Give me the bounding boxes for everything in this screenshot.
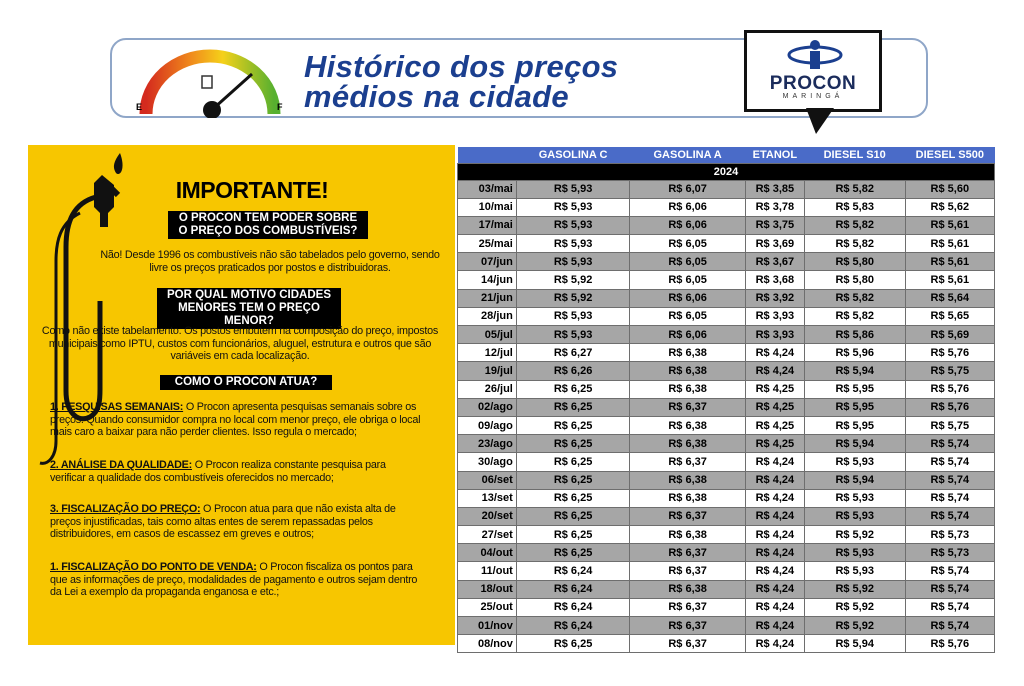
date-cell: 21/jun: [458, 289, 517, 307]
diesel-s500-cell: R$ 5,76: [905, 380, 994, 398]
table-row: [458, 562, 995, 580]
table-row: [458, 617, 995, 635]
etanol-cell: R$ 4,24: [745, 580, 804, 598]
etanol-cell: R$ 4,24: [745, 617, 804, 635]
table-row: [458, 526, 995, 544]
gasolina-a-cell: R$ 6,38: [630, 489, 746, 507]
date-cell: 27/set: [458, 526, 517, 544]
svg-text:F: F: [277, 102, 283, 112]
gasolina-c-cell: R$ 6,25: [516, 489, 629, 507]
diesel-s10-cell: R$ 5,92: [804, 580, 905, 598]
action-item-text: O Procon atua para que não exista alta de preços injustificadas, tais como altas entes de serem repassadas pelos distribuidores, em casos de escassez em greves e outros;: [50, 503, 396, 540]
table-row: [458, 453, 995, 471]
diesel-s500-cell: R$ 5,61: [905, 216, 994, 234]
column-header-diesel-s10: DIESEL S10: [804, 147, 905, 163]
gasolina-c-cell: R$ 6,25: [516, 416, 629, 434]
diesel-s500-cell: R$ 5,75: [905, 362, 994, 380]
diesel-s500-cell: R$ 5,61: [905, 235, 994, 253]
table-row: [458, 235, 995, 253]
diesel-s500-cell: R$ 5,64: [905, 289, 994, 307]
action-item: [50, 459, 422, 484]
date-cell: 25/out: [458, 598, 517, 616]
gasolina-a-cell: R$ 6,37: [630, 562, 746, 580]
etanol-cell: R$ 4,24: [745, 526, 804, 544]
table-row: [458, 307, 995, 325]
gasolina-a-cell: R$ 6,38: [630, 526, 746, 544]
gasolina-a-cell: R$ 6,38: [630, 435, 746, 453]
table-row: [458, 635, 995, 653]
gasolina-a-cell: R$ 6,38: [630, 580, 746, 598]
etanol-cell: R$ 4,24: [745, 562, 804, 580]
diesel-s500-cell: R$ 5,74: [905, 489, 994, 507]
action-item: [50, 401, 422, 439]
diesel-s500-cell: R$ 5,60: [905, 180, 994, 198]
gasolina-c-cell: R$ 6,25: [516, 544, 629, 562]
diesel-s500-cell: R$ 5,61: [905, 253, 994, 271]
table-row: [458, 380, 995, 398]
diesel-s10-cell: R$ 5,80: [804, 253, 905, 271]
gasolina-c-cell: R$ 6,25: [516, 635, 629, 653]
gasolina-a-cell: R$ 6,38: [630, 344, 746, 362]
diesel-s10-cell: R$ 5,95: [804, 416, 905, 434]
year-label: 2024: [458, 163, 995, 180]
diesel-s10-cell: R$ 5,80: [804, 271, 905, 289]
date-cell: 05/jul: [458, 326, 517, 344]
action-item-title: 3. FISCALIZAÇÃO DO PREÇO:: [50, 503, 201, 515]
date-cell: 03/mai: [458, 180, 517, 198]
etanol-cell: R$ 3,78: [745, 198, 804, 216]
diesel-s10-cell: R$ 5,93: [804, 489, 905, 507]
etanol-cell: R$ 4,24: [745, 598, 804, 616]
logo-city-text: MARINGÁ: [782, 93, 844, 100]
year-row: [458, 163, 995, 180]
gasolina-c-cell: R$ 6,24: [516, 562, 629, 580]
etanol-cell: R$ 4,25: [745, 380, 804, 398]
procon-emblem-icon: [787, 37, 843, 73]
diesel-s500-cell: R$ 5,62: [905, 198, 994, 216]
date-cell: 30/ago: [458, 453, 517, 471]
gasolina-a-cell: R$ 6,37: [630, 635, 746, 653]
etanol-cell: R$ 3,75: [745, 216, 804, 234]
etanol-cell: R$ 4,24: [745, 489, 804, 507]
etanol-cell: R$ 4,24: [745, 453, 804, 471]
gasolina-c-cell: R$ 6,24: [516, 617, 629, 635]
date-cell: 02/ago: [458, 398, 517, 416]
date-cell: 17/mai: [458, 216, 517, 234]
diesel-s10-cell: R$ 5,94: [804, 471, 905, 489]
date-cell: 10/mai: [458, 198, 517, 216]
gasolina-a-cell: R$ 6,05: [630, 271, 746, 289]
answer-price-power: Não! Desde 1996 os combustíveis não são tabelados pelo governo, sendo livre os preços praticados por postos e distribuidoras.: [100, 249, 440, 274]
diesel-s10-cell: R$ 5,95: [804, 380, 905, 398]
title-line-2: médios na cidade: [304, 79, 569, 114]
gasolina-c-cell: R$ 6,25: [516, 471, 629, 489]
diesel-s10-cell: R$ 5,82: [804, 289, 905, 307]
action-item-text: O Procon fiscaliza os pontos para que as informações de preço, modalidades de pagamento e outros sejam dentro da Lei a exemplo da propaganda enganosa e etc.;: [50, 561, 418, 598]
etanol-cell: R$ 3,93: [745, 326, 804, 344]
gasolina-a-cell: R$ 6,37: [630, 598, 746, 616]
table-row: [458, 216, 995, 234]
gasolina-c-cell: R$ 6,27: [516, 344, 629, 362]
action-item: [50, 561, 422, 599]
diesel-s500-cell: R$ 5,74: [905, 617, 994, 635]
table-row: [458, 253, 995, 271]
gasolina-a-cell: R$ 6,37: [630, 398, 746, 416]
table-row: [458, 471, 995, 489]
date-cell: 12/jul: [458, 344, 517, 362]
diesel-s10-cell: R$ 5,86: [804, 326, 905, 344]
diesel-s500-cell: R$ 5,61: [905, 271, 994, 289]
table-row: [458, 344, 995, 362]
table-row: [458, 326, 995, 344]
column-header-gasolina-a: GASOLINA A: [630, 147, 746, 163]
action-item: [50, 503, 422, 541]
gasolina-a-cell: R$ 6,06: [630, 289, 746, 307]
diesel-s10-cell: R$ 5,92: [804, 598, 905, 616]
etanol-cell: R$ 3,67: [745, 253, 804, 271]
diesel-s10-cell: R$ 5,92: [804, 526, 905, 544]
gasolina-a-cell: R$ 6,38: [630, 380, 746, 398]
gasolina-a-cell: R$ 6,05: [630, 307, 746, 325]
diesel-s500-cell: R$ 5,74: [905, 453, 994, 471]
etanol-cell: R$ 4,25: [745, 416, 804, 434]
gasolina-c-cell: R$ 5,93: [516, 235, 629, 253]
diesel-s10-cell: R$ 5,94: [804, 362, 905, 380]
gasolina-a-cell: R$ 6,37: [630, 507, 746, 525]
date-cell: 19/jul: [458, 362, 517, 380]
gasolina-c-cell: R$ 6,24: [516, 580, 629, 598]
diesel-s500-cell: R$ 5,76: [905, 635, 994, 653]
diesel-s500-cell: R$ 5,76: [905, 344, 994, 362]
diesel-s10-cell: R$ 5,94: [804, 435, 905, 453]
date-cell: 11/out: [458, 562, 517, 580]
etanol-cell: R$ 3,93: [745, 307, 804, 325]
action-item-text: O Procon apresenta pesquisas semanais sobre os preços. Quando consumidor compra no local com menor preço, ele obriga o local mais caro a baixar para não perder clientes. Isso regula o mercado;: [50, 401, 421, 438]
gasolina-c-cell: R$ 6,26: [516, 362, 629, 380]
etanol-cell: R$ 4,24: [745, 362, 804, 380]
date-cell: 01/nov: [458, 617, 517, 635]
procon-logo: [744, 30, 882, 112]
diesel-s500-cell: R$ 5,74: [905, 598, 994, 616]
gasolina-a-cell: R$ 6,06: [630, 198, 746, 216]
diesel-s10-cell: R$ 5,93: [804, 507, 905, 525]
table-row: [458, 435, 995, 453]
gasolina-c-cell: R$ 5,93: [516, 180, 629, 198]
diesel-s500-cell: R$ 5,73: [905, 544, 994, 562]
diesel-s10-cell: R$ 5,96: [804, 344, 905, 362]
diesel-s10-cell: R$ 5,94: [804, 635, 905, 653]
action-item-title: 1. FISCALIZAÇÃO DO PONTO DE VENDA:: [50, 561, 257, 573]
table-row: [458, 598, 995, 616]
diesel-s500-cell: R$ 5,75: [905, 416, 994, 434]
table-row: [458, 398, 995, 416]
table-row: [458, 180, 995, 198]
diesel-s10-cell: R$ 5,83: [804, 198, 905, 216]
headline: IMPORTANTE!: [175, 177, 329, 203]
action-item-title: 1. PESQUISAS SEMANAIS:: [50, 401, 184, 413]
action-item-title: 2. ANÁLISE DA QUALIDADE:: [50, 459, 192, 471]
gasolina-c-cell: R$ 6,25: [516, 380, 629, 398]
gasolina-c-cell: R$ 6,25: [516, 526, 629, 544]
fuel-gauge-icon: [130, 48, 290, 118]
gasolina-c-cell: R$ 5,92: [516, 289, 629, 307]
etanol-cell: R$ 3,85: [745, 180, 804, 198]
info-panel: [28, 145, 455, 645]
gasolina-a-cell: R$ 6,37: [630, 544, 746, 562]
diesel-s500-cell: R$ 5,65: [905, 307, 994, 325]
gasolina-c-cell: R$ 6,25: [516, 453, 629, 471]
gasolina-c-cell: R$ 5,93: [516, 216, 629, 234]
date-cell: 14/jun: [458, 271, 517, 289]
column-header-date: [458, 147, 517, 163]
gasolina-c-cell: R$ 5,92: [516, 271, 629, 289]
etanol-cell: R$ 3,68: [745, 271, 804, 289]
diesel-s10-cell: R$ 5,95: [804, 398, 905, 416]
diesel-s10-cell: R$ 5,82: [804, 216, 905, 234]
gasolina-c-cell: R$ 5,93: [516, 326, 629, 344]
column-header-gasolina-c: GASOLINA C: [516, 147, 629, 163]
date-cell: 28/jun: [458, 307, 517, 325]
gasolina-a-cell: R$ 6,05: [630, 235, 746, 253]
diesel-s500-cell: R$ 5,76: [905, 398, 994, 416]
column-header-etanol: ETANOL: [745, 147, 804, 163]
etanol-cell: R$ 4,24: [745, 344, 804, 362]
date-cell: 25/mai: [458, 235, 517, 253]
gasolina-c-cell: R$ 6,25: [516, 435, 629, 453]
gasolina-c-cell: R$ 6,25: [516, 398, 629, 416]
gasolina-a-cell: R$ 6,05: [630, 253, 746, 271]
date-cell: 23/ago: [458, 435, 517, 453]
etanol-cell: R$ 3,92: [745, 289, 804, 307]
answer-smaller-cities: Como não existe tabelamento. Os postos embutem na composição do preço, impostos municipais como IPTU, custos com funcionários, aluguel, estrutura e outros que são variáveis em cada localização.: [41, 325, 439, 362]
diesel-s500-cell: R$ 5,74: [905, 435, 994, 453]
date-cell: 07/jun: [458, 253, 517, 271]
etanol-cell: R$ 4,24: [745, 635, 804, 653]
gasolina-a-cell: R$ 6,37: [630, 617, 746, 635]
etanol-cell: R$ 4,25: [745, 398, 804, 416]
date-cell: 08/nov: [458, 635, 517, 653]
question-price-power: O PROCON TEM PODER SOBRE O PREÇO DOS COMBUSTÍVEIS?: [168, 211, 368, 239]
table-row: [458, 507, 995, 525]
diesel-s10-cell: R$ 5,92: [804, 617, 905, 635]
etanol-cell: R$ 4,24: [745, 544, 804, 562]
column-header-diesel-s500: DIESEL S500: [905, 147, 994, 163]
diesel-s10-cell: R$ 5,93: [804, 453, 905, 471]
gasolina-c-cell: R$ 6,24: [516, 598, 629, 616]
speech-tail-icon: [800, 108, 840, 136]
diesel-s500-cell: R$ 5,73: [905, 526, 994, 544]
etanol-cell: R$ 3,69: [745, 235, 804, 253]
diesel-s10-cell: R$ 5,82: [804, 180, 905, 198]
etanol-cell: R$ 4,25: [745, 435, 804, 453]
diesel-s500-cell: R$ 5,74: [905, 580, 994, 598]
diesel-s10-cell: R$ 5,82: [804, 235, 905, 253]
gasolina-a-cell: R$ 6,38: [630, 416, 746, 434]
action-item-text: O Procon realiza constante pesquisa para verificar a qualidade dos combustíveis oferecidos no mercado;: [50, 459, 386, 484]
logo-brand-text: PROCON: [769, 73, 857, 94]
diesel-s10-cell: R$ 5,93: [804, 544, 905, 562]
gasolina-a-cell: R$ 6,06: [630, 216, 746, 234]
table-row: [458, 289, 995, 307]
question-smaller-cities: POR QUAL MOTIVO CIDADES MENORES TEM O PREÇO MENOR?: [157, 288, 341, 329]
date-cell: 06/set: [458, 471, 517, 489]
gasolina-a-cell: R$ 6,38: [630, 471, 746, 489]
table-row: [458, 362, 995, 380]
gasolina-c-cell: R$ 5,93: [516, 198, 629, 216]
date-cell: 18/out: [458, 580, 517, 598]
etanol-cell: R$ 4,24: [745, 471, 804, 489]
table-row: [458, 198, 995, 216]
gasolina-a-cell: R$ 6,37: [630, 453, 746, 471]
date-cell: 04/out: [458, 544, 517, 562]
date-cell: 13/set: [458, 489, 517, 507]
diesel-s10-cell: R$ 5,82: [804, 307, 905, 325]
date-cell: 09/ago: [458, 416, 517, 434]
date-cell: 26/jul: [458, 380, 517, 398]
fuel-price-table: [457, 147, 995, 653]
table-row: [458, 416, 995, 434]
gasolina-c-cell: R$ 6,25: [516, 507, 629, 525]
table-row: [458, 544, 995, 562]
table-row: [458, 271, 995, 289]
gasolina-a-cell: R$ 6,07: [630, 180, 746, 198]
date-cell: 20/set: [458, 507, 517, 525]
gasolina-c-cell: R$ 5,93: [516, 253, 629, 271]
diesel-s10-cell: R$ 5,93: [804, 562, 905, 580]
etanol-cell: R$ 4,24: [745, 507, 804, 525]
gasolina-a-cell: R$ 6,06: [630, 326, 746, 344]
page-title: [304, 49, 764, 114]
question-how-procon-acts: COMO O PROCON ATUA?: [160, 375, 332, 390]
diesel-s500-cell: R$ 5,74: [905, 507, 994, 525]
gasolina-a-cell: R$ 6,38: [630, 362, 746, 380]
title-line-1: Histórico dos preços: [304, 49, 619, 84]
diesel-s500-cell: R$ 5,74: [905, 471, 994, 489]
diesel-s500-cell: R$ 5,74: [905, 562, 994, 580]
diesel-s500-cell: R$ 5,69: [905, 326, 994, 344]
gasolina-c-cell: R$ 5,93: [516, 307, 629, 325]
table-row: [458, 489, 995, 507]
svg-text:E: E: [136, 102, 143, 112]
table-header-row: [458, 147, 995, 163]
table-row: [458, 580, 995, 598]
